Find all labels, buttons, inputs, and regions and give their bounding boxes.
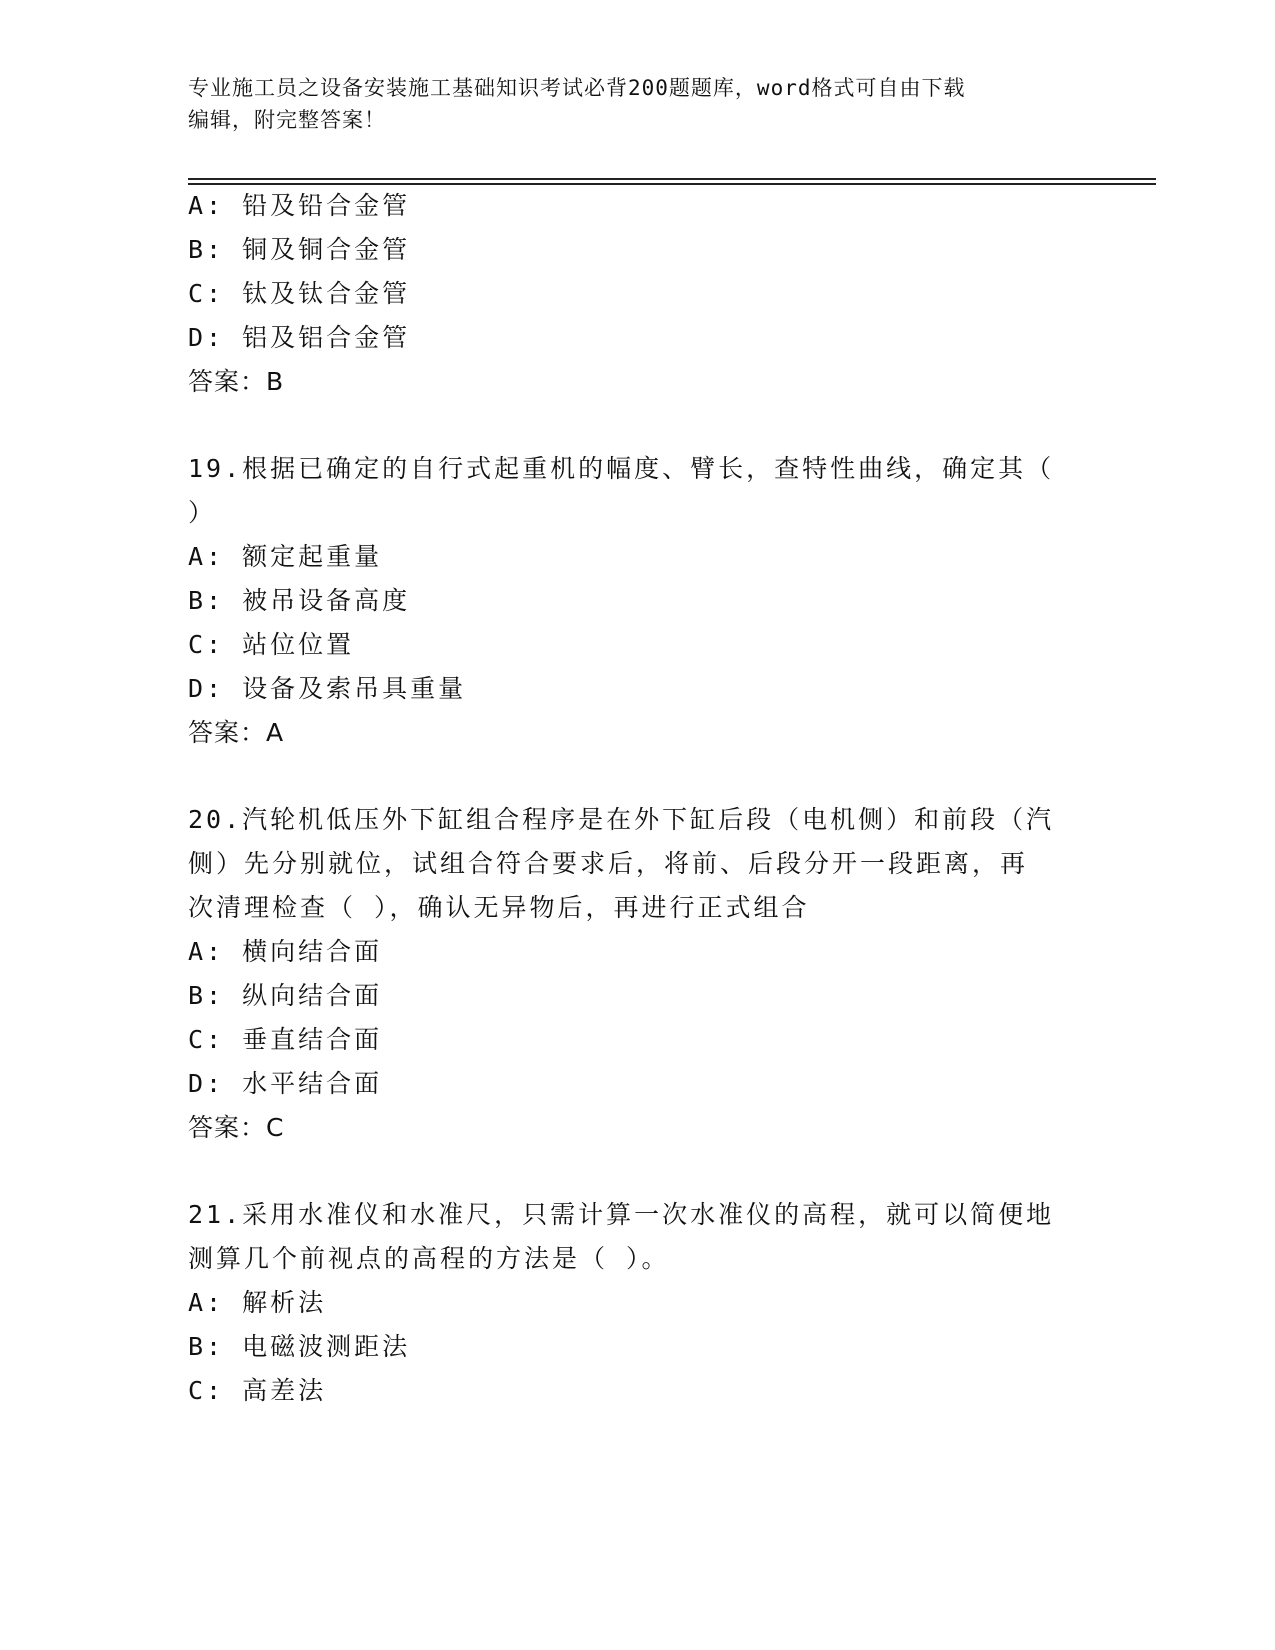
q18-answer: 答案：B — [188, 367, 285, 396]
q20-option-c: C: 垂直结合面 — [188, 1025, 383, 1054]
q20-stem-line-3: 次清理检查（ ），确认无异物后，再进行正式组合 — [188, 893, 810, 922]
q19-option-b: B: 被吊设备高度 — [188, 586, 411, 615]
q21-stem-line-1: 21.采用水准仪和水准尺，只需计算一次水准仪的高程，就可以简便地 — [188, 1200, 1055, 1229]
q19-answer: 答案：A — [188, 718, 285, 747]
q20-answer: 答案：C — [188, 1113, 285, 1142]
q20-option-a: A: 横向结合面 — [188, 937, 383, 966]
q19-stem-line-1: 19.根据已确定的自行式起重机的幅度、臂长，查特性曲线，确定其（ — [188, 454, 1055, 483]
q20-option-b: B: 纵向结合面 — [188, 981, 383, 1010]
q20-option-d: D: 水平结合面 — [188, 1069, 383, 1098]
q21-option-a: A: 解析法 — [188, 1288, 327, 1317]
q21-option-c: C: 高差法 — [188, 1376, 327, 1405]
q18-option-d: D: 铝及铝合金管 — [188, 323, 411, 352]
q18-option-c: C: 钛及钛合金管 — [188, 279, 411, 308]
header-title-line-1: 专业施工员之设备安装施工基础知识考试必背200题题库，word格式可自由下载 — [188, 76, 966, 100]
q21-stem-line-2: 测算几个前视点的高程的方法是（ ）。 — [188, 1244, 670, 1273]
q19-option-d: D: 设备及索吊具重量 — [188, 674, 467, 703]
header-divider-top — [188, 178, 1156, 180]
q18-option-b: B: 铜及铜合金管 — [188, 235, 411, 264]
header-title-line-2: 编辑，附完整答案！ — [188, 108, 386, 132]
q20-stem-line-2: 侧）先分别就位，试组合符合要求后，将前、后段分开一段距离，再 — [188, 849, 1029, 878]
q20-stem-line-1: 20.汽轮机低压外下缸组合程序是在外下缸后段（电机侧）和前段（汽 — [188, 805, 1055, 834]
q19-stem-line-2: ） — [188, 498, 217, 527]
q19-option-c: C: 站位位置 — [188, 630, 355, 659]
header-divider-bottom — [188, 183, 1156, 185]
q21-option-b: B: 电磁波测距法 — [188, 1332, 411, 1361]
q18-option-a: A: 铅及铅合金管 — [188, 191, 411, 220]
q19-option-a: A: 额定起重量 — [188, 542, 383, 571]
document-header — [188, 72, 1068, 136]
